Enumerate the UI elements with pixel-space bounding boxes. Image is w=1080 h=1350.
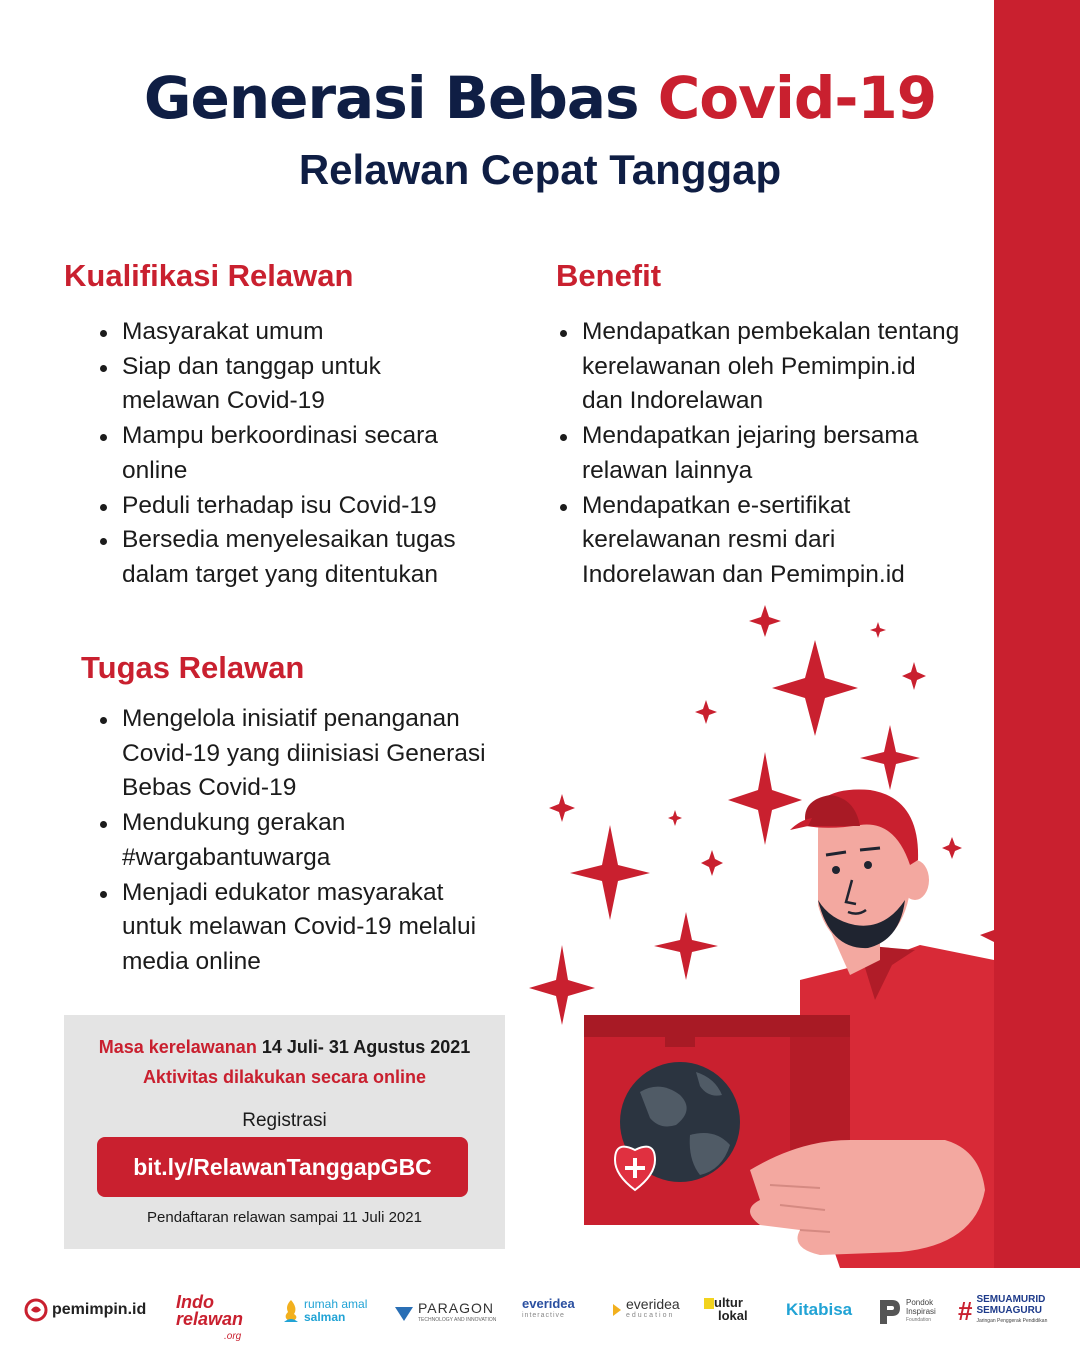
registration-label: Registrasi: [242, 1110, 327, 1131]
volunteer-period: [64, 1037, 505, 1058]
logo-everidea-interactive: [522, 1298, 575, 1322]
list-item: Bersedia menyelesaikan tugas dalam target yang ditentukan: [100, 523, 470, 592]
page-title: [0, 64, 1080, 132]
list-item: Mengelola inisiatif penanganan Covid-19 yang diinisiasi Generasi Bebas Covid-19: [100, 702, 500, 806]
list-item: Mampu berkoordinasi secara online: [100, 419, 470, 488]
paragon-text: PARAGON: [418, 1300, 494, 1316]
everidea-logo-icon: [612, 1303, 622, 1317]
rumah-amal-text: rumah amal: [304, 1297, 368, 1311]
education-text: education: [626, 1312, 675, 1319]
list-item: Mendukung gerakan #wargabantuwarga: [100, 806, 500, 875]
semua-murid-text: SEMUAMURID: [976, 1294, 1046, 1305]
logo-paragon: [394, 1302, 496, 1326]
kualifikasi-heading: Kualifikasi Relawan: [64, 258, 354, 293]
period-label: Masa kerelawanan: [98, 1037, 257, 1057]
title-accent: Covid-19: [657, 64, 937, 132]
courier-illustration: [520, 600, 994, 1268]
jaringan-text: Jaringan Penggerak Pendidikan: [976, 1318, 1048, 1324]
list-item: Masyarakat umum: [100, 315, 470, 350]
kultur-k-mark: [704, 1298, 714, 1309]
logo-kultur-lokal: [704, 1296, 748, 1322]
semua-guru-text: SEMUAGURU: [976, 1305, 1043, 1316]
paragon-logo-icon: [394, 1305, 414, 1323]
logo-rumah-amal-salman: [282, 1298, 367, 1324]
pondok-logo-icon: [878, 1296, 902, 1326]
paragon-tagline: TECHNOLOGY AND INNOVATION: [418, 1317, 497, 1323]
salman-text: salman: [304, 1310, 346, 1324]
list-item: Mendapatkan e-sertifikat kerelawanan resmi dari Indorelawan dan Pemimpin.id: [560, 489, 960, 593]
interactive-text: interactive: [522, 1312, 565, 1319]
registration-link-button[interactable]: bit.ly/RelawanTanggapGBC: [97, 1137, 468, 1197]
list-item: Menjadi edukator masyarakat untuk melawan Covid-19 melalui media online: [100, 876, 500, 980]
logo-semua-murid-semua-guru: [958, 1294, 1047, 1327]
period-value: 14 Juli- 31 Agustus 2021: [261, 1037, 471, 1057]
list-item: Siap dan tanggap untuk melawan Covid-19: [100, 350, 470, 419]
everidea-interactive-text: everidea: [522, 1296, 575, 1311]
flame-icon: [282, 1298, 300, 1324]
everidea-education-text: everidea: [626, 1296, 680, 1312]
title-main: Generasi Bebas: [143, 64, 639, 132]
relawan-text: relawan: [176, 1309, 244, 1329]
logo-everidea-education: [612, 1298, 680, 1322]
logo-pemimpin: [24, 1298, 146, 1322]
list-item: Peduli terhadap isu Covid-19: [100, 489, 470, 524]
logo-indorelawan: [176, 1294, 243, 1345]
holding-hand: [750, 1140, 985, 1255]
list-item: Mendapatkan jejaring bersama relawan lainnya: [560, 419, 960, 488]
benefit-list: [560, 315, 960, 593]
logo-kitabisa: [786, 1300, 852, 1320]
registration-info-box: [64, 1015, 505, 1249]
tugas-heading: Tugas Relawan: [81, 650, 305, 685]
list-item: Mendapatkan pembekalan tentang kerelawanan oleh Pemimpin.id dan Indorelawan: [560, 315, 960, 419]
online-note: Aktivitas dilakukan secara online: [142, 1067, 427, 1087]
kitabisa-text: Kitabisa: [786, 1300, 853, 1319]
pondok-text: Pondok: [906, 1297, 934, 1307]
hashtag-icon: #: [958, 1295, 973, 1326]
sponsor-logos-bar: [0, 1280, 1080, 1350]
foundation-text: Foundation: [906, 1316, 932, 1323]
org-text: .org: [224, 1331, 242, 1342]
indo-text: Indo: [176, 1292, 214, 1312]
inspirasi-text: Inspirasi: [906, 1306, 936, 1316]
pemimpin-logo-icon: [24, 1298, 48, 1322]
page-subtitle: Relawan Cepat Tanggap: [298, 146, 782, 193]
lokal-text: lokal: [718, 1308, 748, 1324]
logo-pondok-inspirasi: [878, 1296, 936, 1326]
tugas-list: [100, 702, 500, 980]
kultur-text: ultur: [714, 1295, 743, 1310]
kualifikasi-list: [100, 315, 470, 593]
deadline-note: Pendaftaran relawan sampai 11 Juli 2021: [147, 1209, 422, 1226]
pemimpin-text: pemimpin.id: [52, 1301, 147, 1318]
benefit-heading: Benefit: [556, 258, 662, 293]
